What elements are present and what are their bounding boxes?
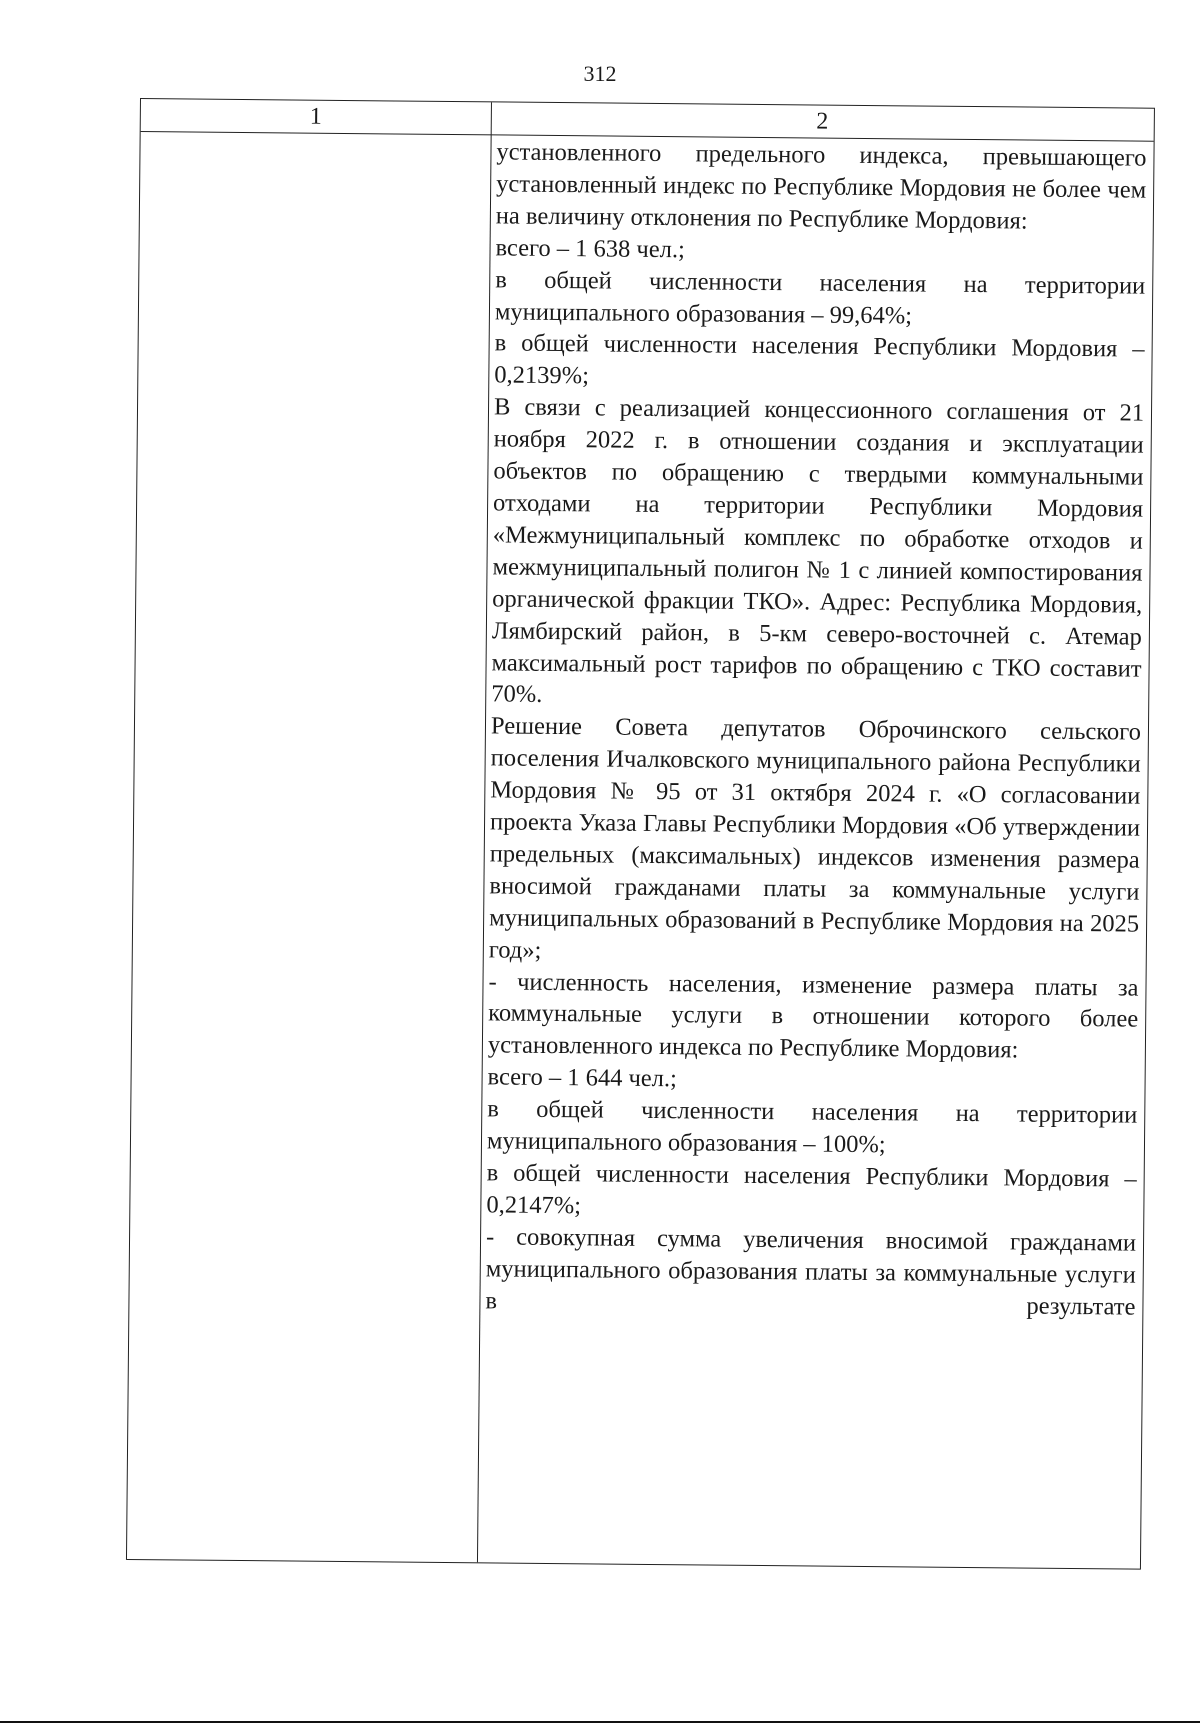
paragraph-total-population-2: всего – 1 644 чел.; <box>487 1063 678 1093</box>
paragraph-council-decision: Решение Совета депутатов Оброчинского сельского поселения Ичалковского муниципального района Республики Мордовия № 95 от 31 октября 2024 г. «О согласовании проекта Указа Главы Республики Мордовия «Об утверждении предельных (максимальных) индексов изменения размера вносимой гражданами платы за коммунальные услуги муниципальных образований в Республике Мордовия на 2025 год»; <box>488 712 1142 964</box>
paragraph-municipal-share-2: в общей численности населения на территории муниципального образования – 100%; <box>486 1095 1138 1159</box>
paragraph-concession-agreement: В связи с реализацией концессионного соглашения от 21 ноября 2022 г. в отношении создания и эксплуатации объектов по обращению с твердыми коммунальными отходами на территории Республики Мордовия «Межмуниципальный комплекс по обработке отходов и межмуниципальный полигон № 1 с линией компостирования органической фракции ТКО». Адрес: Республика Мордовия, Лямбирский район, в 5-км северо-восточней с. Атемар максимальный рост тарифов по обращению с ТКО составит 70%. <box>491 393 1145 709</box>
column-1-header: 1 <box>309 103 322 130</box>
document-table <box>126 98 1155 1570</box>
paragraph-population-above-index: - численность населения, изменение размера платы за коммунальные услуги в отношении которого более установленного индекса по Республике Мордовия: <box>487 967 1139 1064</box>
paragraph-total-population-1: всего – 1 638 чел.; <box>495 234 685 263</box>
paragraph-republic-share-1: в общей численности населения Республики Мордовия – 0,2139%; <box>494 329 1145 390</box>
page-number: 312 <box>583 61 617 86</box>
table-header-row <box>141 99 1154 142</box>
paragraph-municipal-share-1: в общей численности населения на территории муниципального образования – 99,64%; <box>494 266 1146 329</box>
paragraph-total-increase: - совокупная сумма увеличения вносимой гражданами муниципального образования платы за коммунальные услуги в результате <box>485 1223 1137 1321</box>
paragraph-index-deviation: установленного предельного индекса, превышающего установленный индекс по Республике Мордовия не более чем на величину отклонения по Республике Мордовия: <box>495 138 1147 235</box>
column-2-header: 2 <box>816 108 829 135</box>
paragraph-republic-share-2: в общей численности населения Республики Мордовия – 0,2147%; <box>486 1159 1137 1220</box>
column-2-cell <box>485 136 1146 1323</box>
